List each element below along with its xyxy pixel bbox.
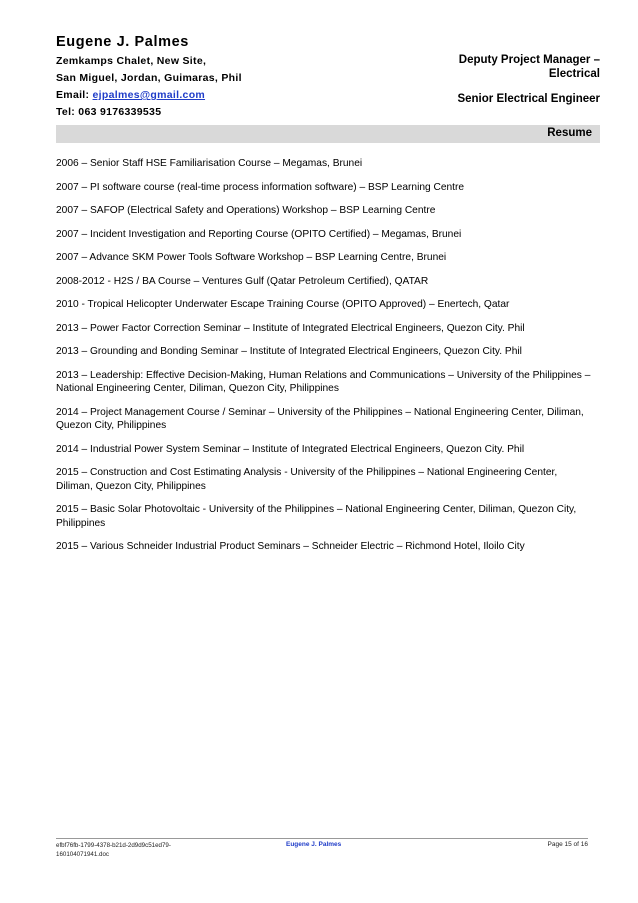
training-entry: 2015 – Basic Solar Photovoltaic - University of the Philippines – National Engineering Center, Diliman, Quezon City, Philippines: [56, 504, 577, 529]
training-entry: 2007 – SAFOP (Electrical Safety and Operations) Workshop – BSP Learning Centre: [56, 205, 436, 216]
email-link[interactable]: ejpalmes@gmail.com: [92, 89, 206, 101]
training-entry: 2013 – Grounding and Bonding Seminar – Institute of Integrated Electrical Engineers, Quezon City. Phil: [56, 346, 522, 357]
footer-divider: [56, 838, 588, 839]
phone-line: Tel: 063 9176339535: [56, 106, 162, 118]
role-title-line-2: Electrical: [548, 68, 600, 80]
address-line-2: San Miguel, Jordan, Guimaras, Phil: [56, 72, 242, 84]
training-entry: 2007 – PI software course (real-time process information software) – BSP Learning Centre: [56, 181, 465, 193]
section-title: Resume: [547, 127, 592, 139]
training-entry: 2013 – Power Factor Correction Seminar – Institute of Integrated Electrical Engineers, Quezon City. Phil: [56, 322, 525, 334]
footer-page-number: Page 15 of 16: [547, 841, 588, 848]
training-entry: 2015 – Construction and Cost Estimating Analysis - University of the Philippines – National Engineering Center, Diliman, Quezon City, Philippines: [56, 467, 558, 492]
training-entry: 2007 – Incident Investigation and Reporting Course (OPITO Certified) – Megamas, Brunei: [56, 228, 462, 240]
footer-author: Eugene J. Palmes: [286, 841, 342, 848]
footer-doc-id-line-2: 160104071941.doc: [56, 851, 109, 858]
training-entry: 2015 – Various Schneider Industrial Product Seminars – Schneider Electric – Richmond Hotel, Iloilo City: [56, 541, 525, 552]
contact-block: [56, 34, 356, 123]
training-list: [56, 157, 596, 564]
training-entry: 2008-2012 - H2S / BA Course – Ventures Gulf (Qatar Petroleum Certified), QATAR: [56, 275, 429, 287]
address-line-1: Zemkamps Chalet, New Site,: [56, 55, 207, 67]
footer-doc-id-line-1: efbf76fb-1799-4378-b21d-2d9d9c51ed79-: [56, 842, 171, 849]
training-entry: 2014 – Industrial Power System Seminar – Institute of Integrated Electrical Engineers, Quezon City. Phil: [56, 443, 525, 455]
training-entry: 2006 – Senior Staff HSE Familiarisation Course – Megamas, Brunei: [56, 158, 363, 169]
candidate-name: Eugene J. Palmes: [56, 34, 189, 50]
footer-doc-id: [56, 841, 216, 859]
training-entry: 2013 – Leadership: Effective Decision-Making, Human Relations and Communications – University of the Philippines – National Engineering Center, Diliman, Quezon City, Philippines: [56, 369, 591, 394]
role-block: [390, 53, 600, 105]
training-entry: 2010 - Tropical Helicopter Underwater Escape Training Course (OPITO Approved) – Enertech, Qatar: [56, 299, 510, 310]
role-title-line-1: Deputy Project Manager –: [458, 54, 600, 66]
training-entry: 2014 – Project Management Course / Seminar – University of the Philippines – National Engineering Center, Diliman, Quezon City, Philippines: [56, 406, 584, 431]
section-header-bar: [56, 125, 600, 143]
training-entry: 2007 – Advance SKM Power Tools Software Workshop – BSP Learning Centre, Brunei: [56, 252, 447, 263]
email-label: Email:: [56, 89, 90, 101]
email-line: [56, 89, 356, 102]
role-subtitle: Senior Electrical Engineer: [457, 93, 600, 105]
